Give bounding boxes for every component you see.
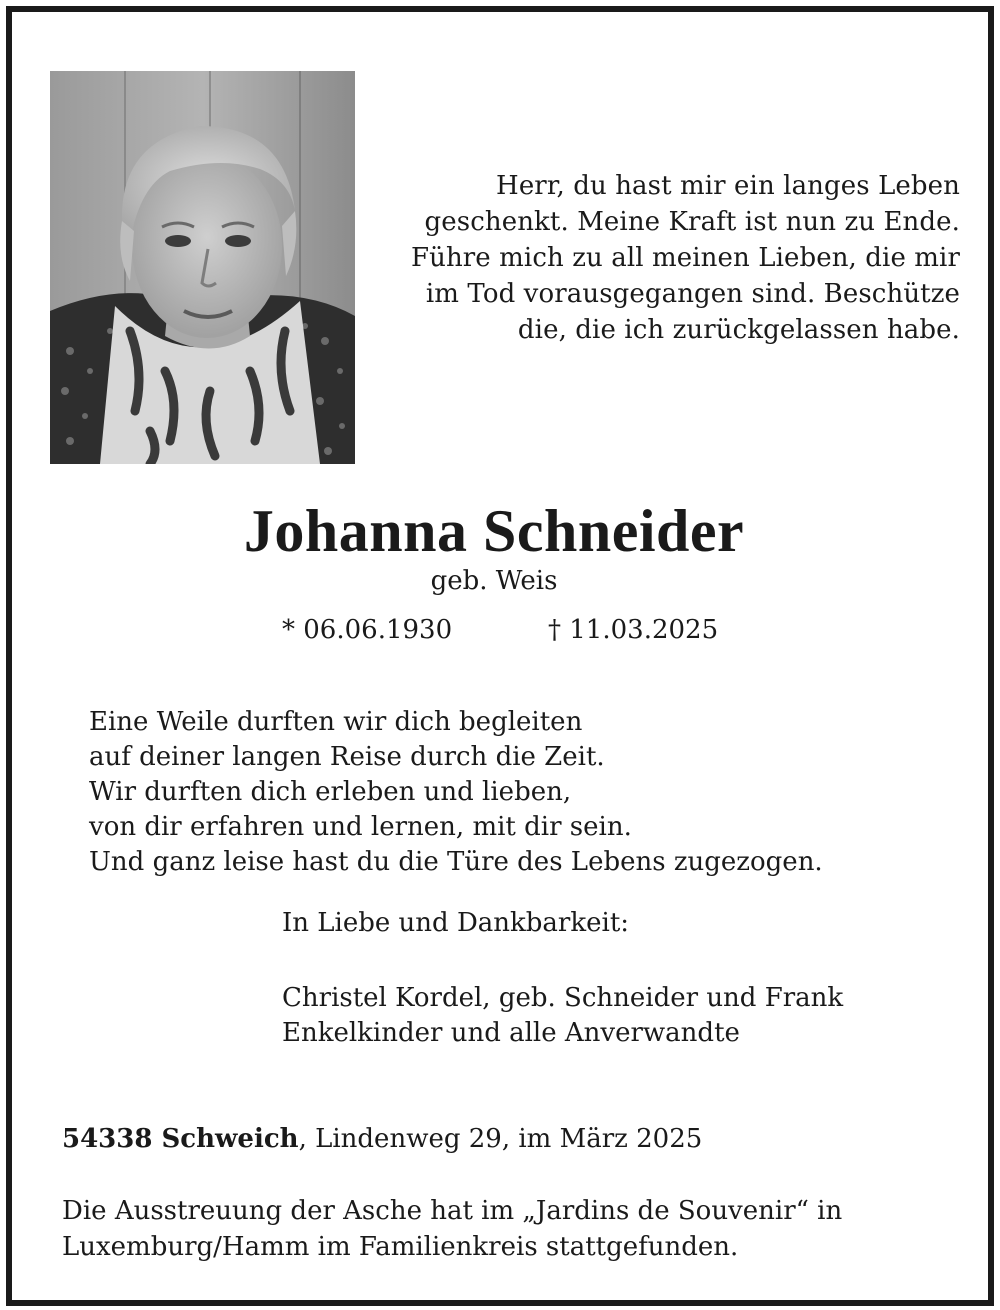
deceased-name: Johanna Schneider [243,498,745,564]
verse-line: von dir erfahren und lernen, mit dir sein. [89,812,632,842]
birth-name: geb. Weis [430,566,558,596]
verse-line: auf deiner langen Reise durch die Zeit. [89,742,605,772]
verse-line: Und ganz leise hast du die Türe des Lebens zugezogen. [89,847,823,877]
birth-date: * 06.06.1930 [282,615,453,645]
verse-line: Herr, du hast mir ein langes Leben [496,171,960,201]
mourner-line: Enkelkinder und alle Anverwandte [282,1018,740,1048]
address-line [62,1121,702,1157]
notice-line: Luxemburg/Hamm im Familienkreis stattgefunden. [62,1232,739,1262]
mourner-line: Christel Kordel, geb. Schneider und Frank [282,983,844,1013]
address-place: 54338 Schweich [62,1124,299,1154]
verse-line: Wir durften dich erleben und lieben, [89,777,572,807]
ash-scattering-notice [62,1193,842,1265]
address-rest: , Lindenweg 29, im März 2025 [298,1124,703,1154]
verse-line: Führe mich zu all meinen Lieben, die mir [410,243,960,273]
portrait-photo [50,71,355,464]
verse-line: die, die ich zurückgelassen habe. [517,315,960,345]
verse-line: geschenkt. Meine Kraft ist nun zu Ende. [424,207,960,237]
notice-line: Die Ausstreuung der Asche hat im „Jardins de Souvenir“ in [62,1196,843,1226]
verse-line: im Tod vorausgegangen sind. Beschütze [425,279,960,309]
verse-line: Eine Weile durften wir dich begleiten [89,707,583,737]
opening-verse [360,168,960,348]
memorial-verse [89,705,823,880]
death-date: † 11.03.2025 [548,615,719,645]
mourners-list [282,981,843,1051]
thanks-line: In Liebe und Dankbarkeit: [282,908,630,938]
